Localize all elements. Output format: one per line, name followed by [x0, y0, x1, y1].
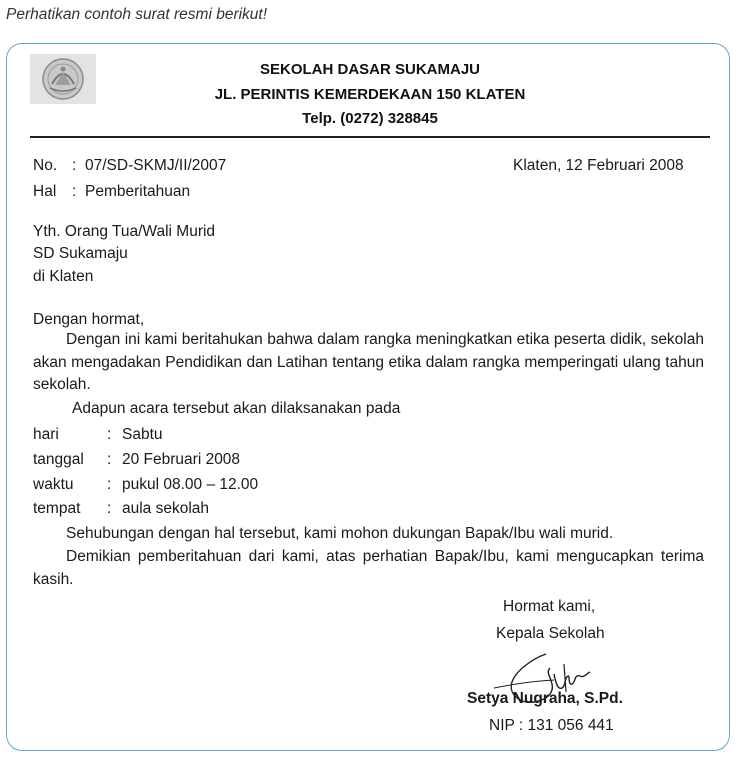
letterhead-school-name: SEKOLAH DASAR SUKAMAJU [259, 61, 480, 78]
hal-colon: : [72, 183, 77, 200]
no-colon: : [72, 157, 77, 174]
detail-value-tanggal: 20 Februari 2008 [122, 451, 241, 468]
letter-card [6, 43, 730, 751]
no-label: No. [33, 157, 58, 174]
recipient-line-3: di Klaten [33, 268, 94, 285]
detail-colon: : [107, 451, 112, 468]
hal-value: Pemberitahuan [85, 183, 191, 200]
detail-label-tempat: tempat [33, 500, 81, 517]
detail-value-tempat: aula sekolah [122, 500, 210, 517]
detail-value-hari: Sabtu [122, 426, 163, 443]
paragraph-2: Adapun acara tersebut akan dilaksanakan pada [72, 400, 401, 417]
detail-label-waktu: waktu [33, 476, 74, 493]
signatory-nip: NIP : 131 056 441 [489, 717, 614, 734]
detail-colon: : [107, 500, 112, 517]
no-value: 07/SD-SKMJ/II/2007 [85, 157, 227, 174]
hal-label: Hal [33, 183, 57, 200]
paragraph-4: Demikian pemberitahuan dari kami, atas perhatian Bapak/Ibu, kami mengucapkan terima kasih. [33, 548, 704, 588]
salutation: Dengan hormat, [33, 311, 145, 328]
detail-value-waktu: pukul 08.00 – 12.00 [122, 476, 259, 493]
letterhead-phone: Telp. (0272) 328845 [302, 110, 438, 127]
recipient-line-1: Yth. Orang Tua/Wali Murid [33, 223, 216, 240]
detail-label-hari: hari [33, 426, 59, 443]
closing-greeting: Hormat kami, [503, 598, 596, 615]
place-date: Klaten, 12 Februari 2008 [513, 157, 684, 174]
recipient-line-2: SD Sukamaju [33, 245, 128, 262]
letterhead-address: JL. PERINTIS KEMERDEKAAN 150 KLATEN [214, 86, 526, 103]
paragraph-3: Sehubungan dengan hal tersebut, kami mohon dukungan Bapak/Ibu wali murid. [66, 525, 614, 542]
intro-instruction: Perhatikan contoh surat resmi berikut! [6, 6, 268, 23]
detail-colon: : [107, 476, 112, 493]
letterhead-divider [30, 136, 710, 138]
detail-label-tanggal: tanggal [33, 451, 84, 468]
detail-colon: : [107, 426, 112, 443]
closing-position: Kepala Sekolah [496, 625, 605, 642]
signatory-name: Setya Nugraha, S.Pd. [467, 690, 623, 707]
paragraph-1: Dengan ini kami beritahukan bahwa dalam rangka meningkatkan etika peserta didik, sekolah akan mengadakan Pendidikan dan Latihan tentang etika dalam rangka memperingati ulang tahun sekolah. [33, 331, 704, 393]
